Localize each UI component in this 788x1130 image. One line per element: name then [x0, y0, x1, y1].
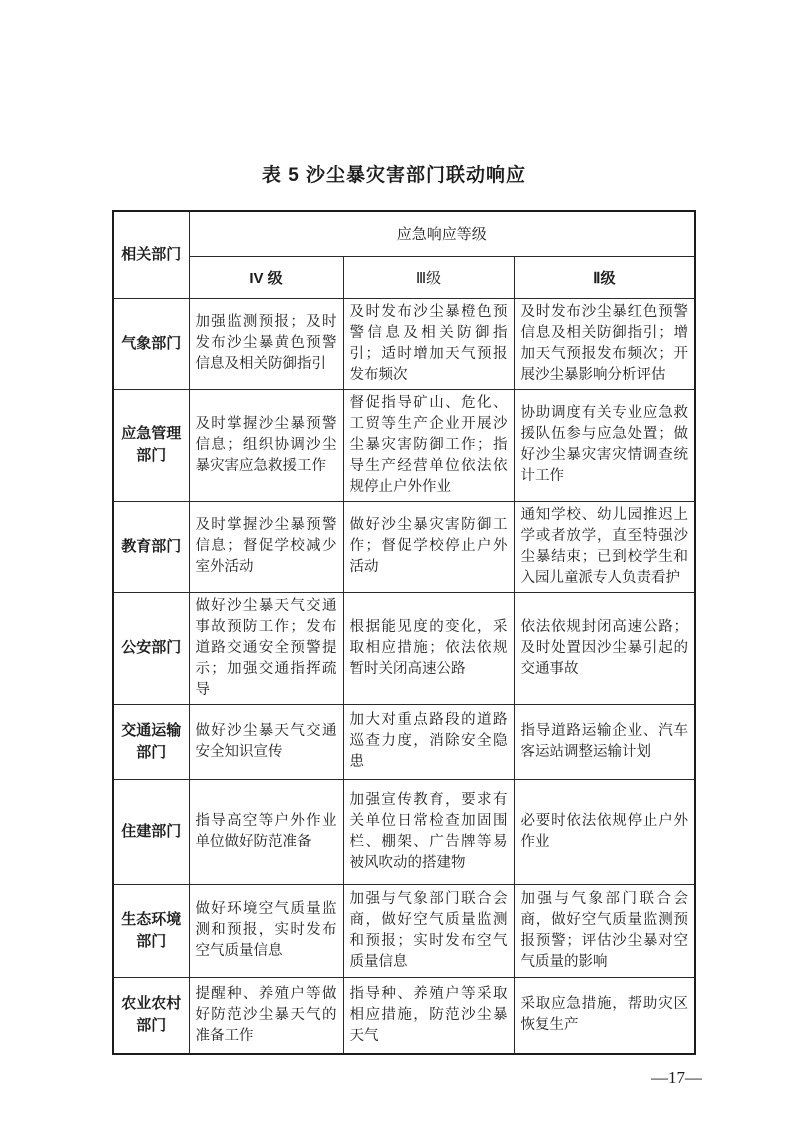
header-row-levels: [113, 256, 695, 298]
response-cell-ii: 协助调度有关专业应急救援队伍参与应急处置；做好沙尘暴灾害灾情调查统计工作: [514, 389, 695, 501]
table-row: [113, 977, 695, 1054]
response-cell-iv: 做好沙尘暴天气交通事故预防工作；发布道路交通安全预警提示；加强交通指挥疏导: [189, 592, 343, 704]
department-name: 住建部门: [113, 779, 189, 884]
response-cell-iv: 及时掌握沙尘暴预警信息；组织协调沙尘暴灾害应急救援工作: [189, 389, 343, 501]
department-name: 交通运输部门: [113, 704, 189, 779]
response-cell-ii: 指导道路运输企业、汽车客运站调整运输计划: [514, 704, 695, 779]
response-cell-iii: 加强与气象部门联合会商，做好空气质量监测和预报；实时发布空气质量信息: [343, 884, 514, 977]
department-name: 公安部门: [113, 592, 189, 704]
response-cell-iv: 做好沙尘暴天气交通安全知识宣传: [189, 704, 343, 779]
department-name: 气象部门: [113, 298, 189, 389]
group-header: 应急响应等级: [189, 211, 695, 256]
response-cell-ii: 通知学校、幼儿园推迟上学或者放学，直至特强沙尘暴结束；已到校学生和入园儿童派专人负责看护: [514, 501, 695, 592]
table-title: 表 5 沙尘暴灾害部门联动响应: [261, 165, 527, 186]
response-cell-iii: 督促指导矿山、危化、工贸等生产企业开展沙尘暴灾害防御工作；指导生产经营单位依法依规停止户外作业: [343, 389, 514, 501]
response-cell-iii: 及时发布沙尘暴橙色预警信息及相关防御指 引；适时增加天气预报 发布频次: [343, 298, 514, 389]
response-cell-iii: 加强宣传教育，要求有关单位日常检查加固围 栏、棚架、广告牌等易 被风吹动的搭建物: [343, 779, 514, 884]
response-cell-iv: 加强监测预报；及时发布沙尘暴黄色预警信息及相关防御指引: [189, 298, 343, 389]
response-cell-ii: 必要时依法依规停止户外 作业: [514, 779, 695, 884]
response-cell-iv: 做好环境空气质量监测和预报，实时发布空气质量信息: [189, 884, 343, 977]
table-row: [113, 779, 695, 884]
department-name: 教育部门: [113, 501, 189, 592]
response-cell-ii: 依法依规封闭高速公路；及时处置因沙尘暴引起的交通事故: [514, 592, 695, 704]
department-name: 生态环境部门: [113, 884, 189, 977]
response-cell-ii: 及时发布沙尘暴红色预警信息及相关防御指引；增加天气预报发布频次；开展沙尘暴影响分析评估: [514, 298, 695, 389]
level-header-iii: Ⅲ级: [343, 256, 514, 298]
table-row: [113, 389, 695, 501]
table-row: [113, 501, 695, 592]
response-cell-iii: 根据能见度的变化，采取相应措施；依法依规暂时关闭高速公路: [343, 592, 514, 704]
page-number: —17—: [651, 1068, 702, 1087]
response-cell-ii: 采取应急措施，帮助灾区恢复生产: [514, 977, 695, 1054]
response-cell-ii: 加强与气象部门联合会商，做好空气质量监测预报预警；评估沙尘暴对空气质量的影响: [514, 884, 695, 977]
level-header-ii: Ⅱ级: [514, 256, 695, 298]
department-name: 应急管理部门: [113, 389, 189, 501]
response-cell-iv: 提醒种、养殖户等做好防范沙尘暴天气的准备工作: [189, 977, 343, 1054]
response-cell-iii: 指导种、养殖户等采取相应措施，防范沙尘暴天气: [343, 977, 514, 1054]
response-cell-iv: 及时掌握沙尘暴预警信息；督促学校减少室外活动: [189, 501, 343, 592]
response-cell-iii: 做好沙尘暴灾害防御工 作；督促学校停止户外 活动: [343, 501, 514, 592]
department-name: 农业农村部门: [113, 977, 189, 1054]
level-header-iv: IV 级: [189, 256, 343, 298]
table-row: [113, 704, 695, 779]
response-cell-iii: 加大对重点路段的道路巡查力度，消除安全隐患: [343, 704, 514, 779]
response-table: [112, 210, 696, 1055]
table-row: [113, 298, 695, 389]
table-row: [113, 884, 695, 977]
header-row-group: [113, 211, 695, 256]
corner-header: 相关部门: [113, 211, 189, 298]
response-cell-iv: 指导高空等户外作业单位做好防范准备: [189, 779, 343, 884]
table-row: [113, 592, 695, 704]
